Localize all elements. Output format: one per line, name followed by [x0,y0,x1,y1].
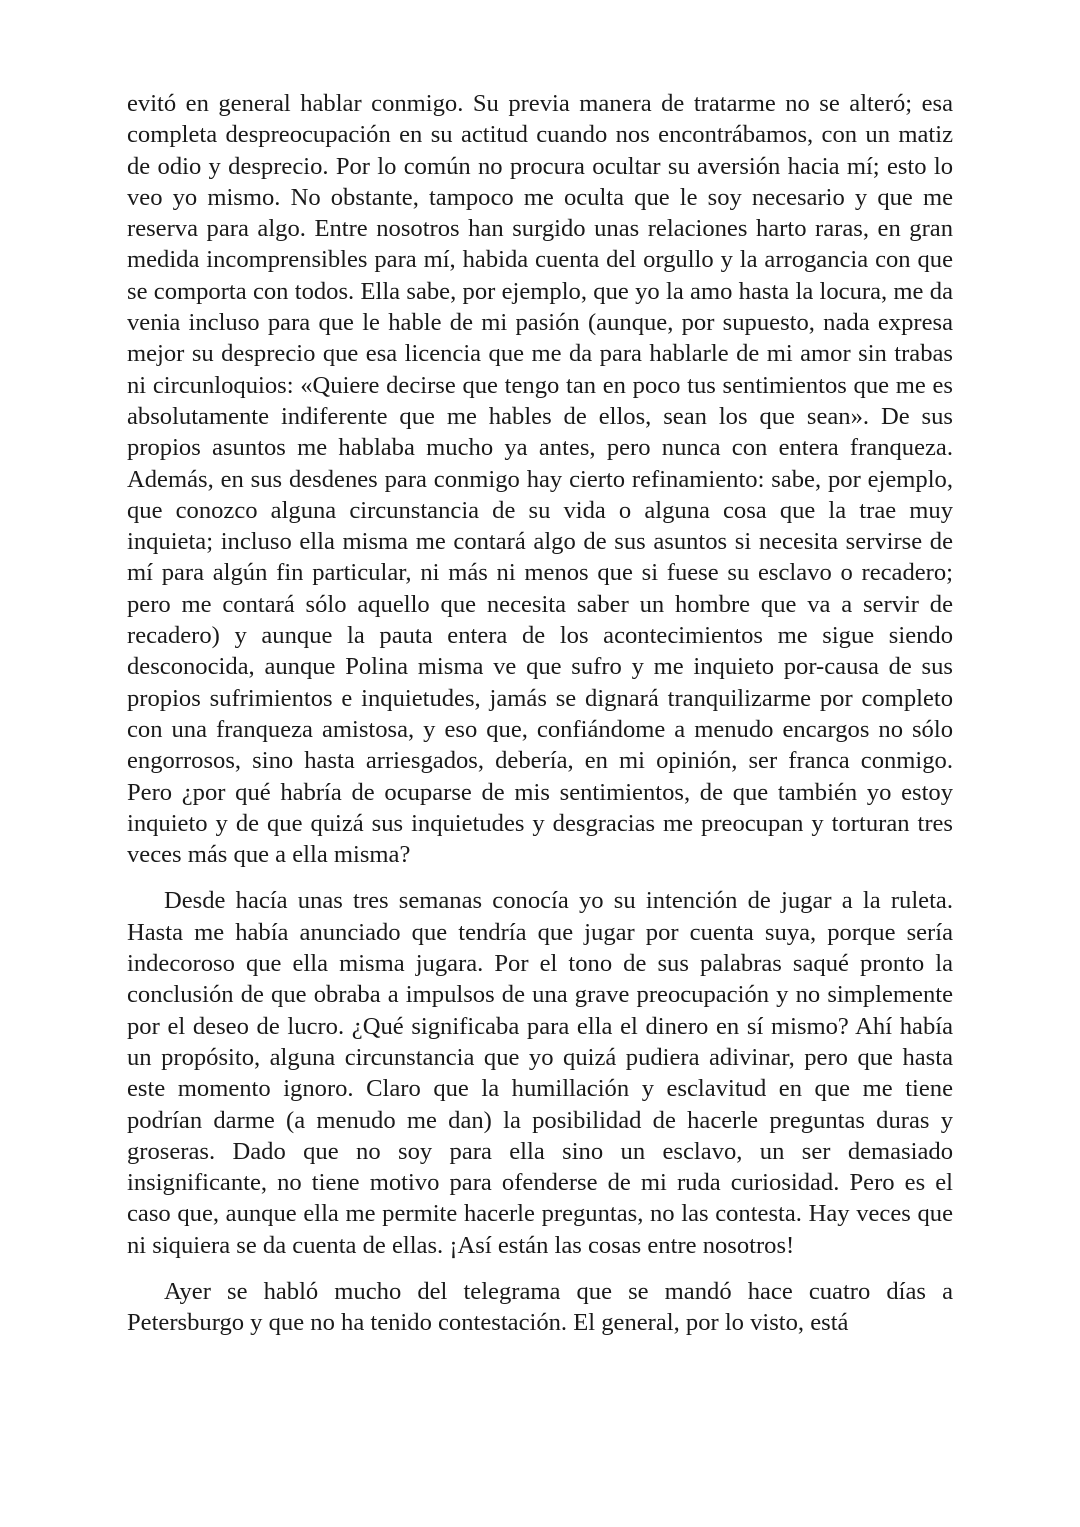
document-page [127,88,953,1354]
paragraph-continued: evitó en general hablar conmigo. Su previa manera de tratarme no se alteró; esa completa despreocupación en su actitud cuando nos encontrábamos, con un matiz de odio y desprecio. Por lo común no procura ocultar su aversión hacia mí; esto lo veo yo mismo. No obstante, tampoco me oculta que le soy necesario y que me reserva para algo. Entre nosotros han surgido unas relaciones harto raras, en gran medida incomprensibles para mí, habida cuenta del orgullo y la arrogancia con que se comporta con todos. Ella sabe, por ejemplo, que yo la amo hasta la locura, me da venia incluso para que le hable de mi pasión (aunque, por supuesto, nada expresa mejor su desprecio que esa licencia que me da para hablarle de mi amor sin trabas ni circunloquios: «Quiere decirse que tengo tan en poco tus sentimientos que me es absolutamente indiferente que me hables de ellos, sean los que sean». De sus propios asuntos me hablaba mucho ya antes, pero nunca con entera franqueza. Además, en sus desdenes para conmigo hay cierto refinamiento: sabe, por ejemplo, que conozco alguna circunstancia de su vida o alguna cosa que la trae muy inquieta; incluso ella misma me contará algo de sus asuntos si necesita servirse de mí para algún fin particular, ni más ni menos que si fuese su esclavo o recadero; pero me contará sólo aquello que necesita saber un hombre que va a servir de recadero) y aunque la pauta entera de los acontecimientos me sigue siendo desconocida, aunque Polina misma ve que sufro y me inquieto por-causa de sus propios sufrimientos e inquietudes, jamás se dignará tranquilizarme por completo con una franqueza amistosa, y eso que, confiándome a menudo encargos no sólo engorrosos, sino hasta arriesgados, debería, en mi opinión, ser franca conmigo. Pero ¿por qué habría de ocuparse de mis sentimientos, de que también yo estoy inquieto y de que quizá sus inquietudes y desgracias me preocupan y torturan tres veces más que a ella misma? [127,90,953,869]
paragraph-roulette: Desde hacía unas tres semanas conocía yo su intención de jugar a la ruleta. Hasta me había anunciado que tendría que jugar por cuenta suya, porque sería indecoroso que ella misma jugara. Por el tono de sus palabras saqué pronto la conclusión de que obraba a impulsos de una grave preocupación y no simplemente por el deseo de lucro. ¿Qué significaba para ella el dinero en sí mismo? Ahí había un propósito, alguna circunstancia que yo quizá pudiera adivinar, pero que hasta este momento ignoro. Claro que la humillación y esclavitud en que me tiene podrían darme (a menudo me dan) la posibilidad de hacerle preguntas duras y groseras. Dado que no soy para ella sino un esclavo, un ser demasiado insignificante, no tiene motivo para ofenderse de mi ruda curiosidad. Pero es el caso que, aunque ella me permite hacerle preguntas, no las contesta. Hay veces que ni siquiera se da cuenta de ellas. ¡Así están las cosas entre nosotros! [127,887,953,1259]
paragraph-telegram: Ayer se habló mucho del telegrama que se mandó hace cuatro días a Petersburgo y que no ha tenido contestación. El general, por lo visto, está [127,1277,953,1337]
